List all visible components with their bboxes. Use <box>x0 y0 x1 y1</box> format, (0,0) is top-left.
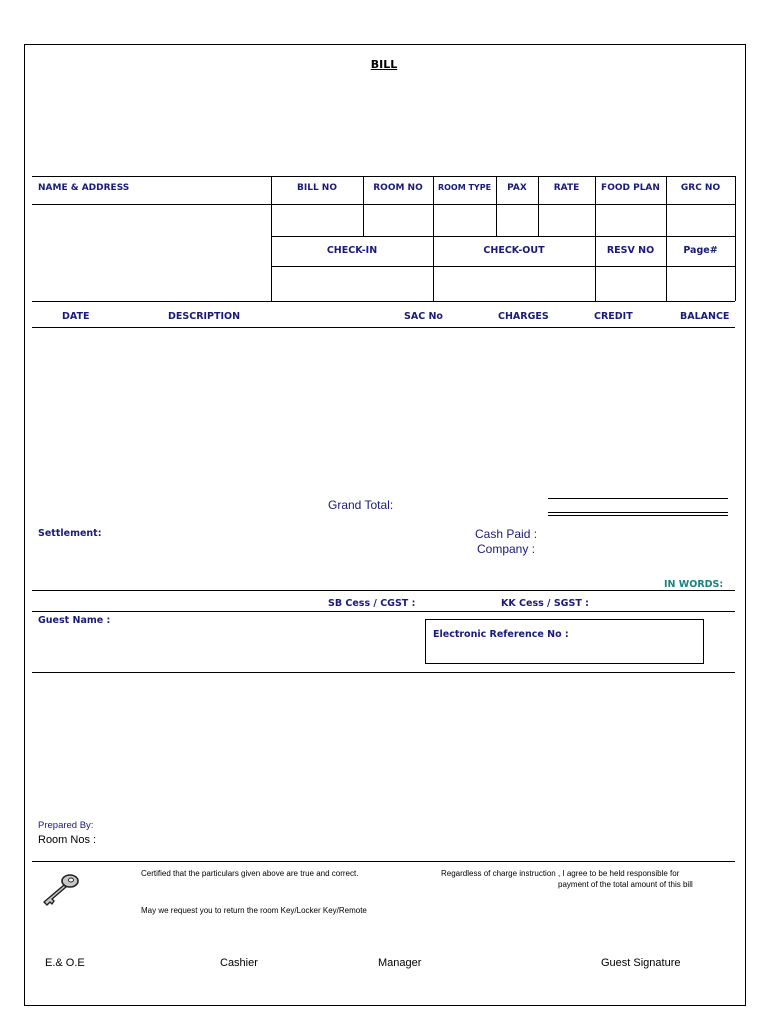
grid-line <box>32 301 735 302</box>
key-icon <box>38 872 82 908</box>
grid-line <box>271 176 272 301</box>
total-double-rule <box>548 512 728 513</box>
total-rule <box>548 498 728 499</box>
pax-label: PAX <box>507 183 527 193</box>
grid-line <box>32 204 735 205</box>
grc-no-label: GRC NO <box>680 183 721 193</box>
regardless-text-1: Regardless of charge instruction , I agree to be held responsible for <box>441 869 680 878</box>
in-words-label: IN WORDS: <box>664 579 724 590</box>
cash-paid-label: Cash Paid : <box>475 527 538 541</box>
room-no-label: ROOM NO <box>373 183 423 193</box>
guest-signature-label: Guest Signature <box>601 957 681 969</box>
kk-cess-label: KK Cess / SGST : <box>501 598 589 609</box>
certified-text: Certified that the particulars given above are true and correct. <box>141 869 359 878</box>
page-label: Page# <box>683 245 718 256</box>
return-key-text: May we request you to return the room Key/Locker Key/Remote <box>141 906 367 915</box>
date-column-header: DATE <box>62 311 90 322</box>
cashier-label: Cashier <box>220 957 258 969</box>
name-address-label: NAME & ADDRESS <box>38 183 130 193</box>
bill-title: BILL <box>370 58 398 71</box>
prepared-by-label: Prepared By: <box>38 820 94 831</box>
manager-label: Manager <box>378 957 422 969</box>
grid-line <box>666 176 667 301</box>
description-column-header: DESCRIPTION <box>168 311 241 322</box>
section-rule <box>32 590 735 591</box>
section-rule <box>32 611 735 612</box>
electronic-reference-box <box>425 619 704 664</box>
grid-line <box>32 327 735 328</box>
regardless-text-2: payment of the total amount of this bill <box>558 880 693 889</box>
credit-column-header: CREDIT <box>594 311 633 322</box>
check-out-label: CHECK-OUT <box>483 245 545 256</box>
sb-cess-label: SB Cess / CGST : <box>328 598 416 609</box>
grid-line <box>32 176 735 177</box>
sac-no-column-header: SAC No <box>404 311 443 322</box>
check-in-label: CHECK-IN <box>326 245 378 256</box>
section-rule <box>32 672 735 673</box>
grid-line <box>735 176 736 301</box>
electronic-reference-label: Electronic Reference No : <box>433 629 569 640</box>
eoe-label: E.& O.E <box>45 957 85 969</box>
bill-no-label: BILL NO <box>297 183 337 193</box>
company-label: Company : <box>477 542 536 556</box>
total-double-rule <box>548 515 728 516</box>
section-rule <box>32 861 735 862</box>
room-nos-label: Room Nos : <box>38 834 97 846</box>
food-plan-label: FOOD PLAN <box>601 183 660 193</box>
room-type-label: ROOM TYPE <box>437 183 492 192</box>
resv-no-label: RESV NO <box>606 245 655 256</box>
grand-total-label: Grand Total: <box>328 498 394 512</box>
charges-column-header: CHARGES <box>498 311 549 322</box>
balance-column-header: BALANCE <box>680 311 730 322</box>
guest-name-label: Guest Name : <box>38 615 111 626</box>
settlement-label: Settlement: <box>38 528 102 539</box>
grid-line <box>433 176 434 301</box>
rate-label: RATE <box>553 183 580 193</box>
grid-line <box>595 176 596 301</box>
